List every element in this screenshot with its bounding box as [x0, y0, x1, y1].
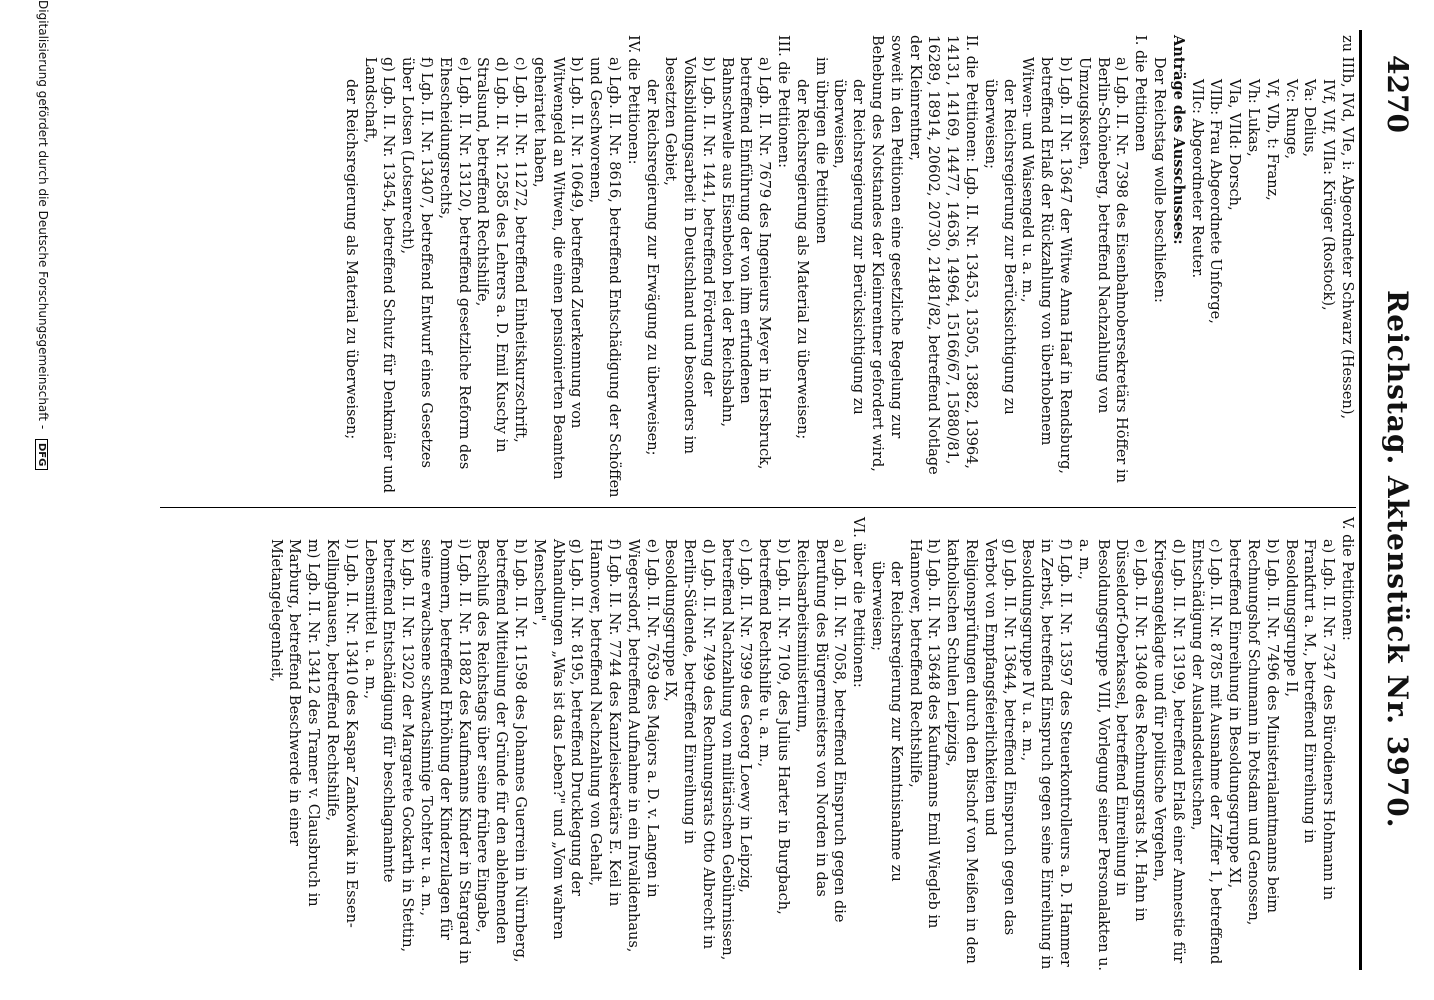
petition-item: a) Lgb. II. Nr. 8616, betreffend Entschädigung der Schöffen und Geschworenen, [587, 57, 622, 503]
petition-item: a) Lgb. II. Nr. 7679 des Ingenieurs Meyer in Hersbruck, betreffend Einführung der von ihm erfundenen Bahnschwelle aus Eisenbeton bei der Reichsbahn, [718, 57, 773, 475]
petition-item: m) Lgb. II. Nr. 13412 des Tramer v. Clausbruch in Marburg, betreffend Beschwerde in einer Mietangelegenheit, [267, 539, 322, 912]
petition-item: f) Lgb. II. Nr. 13597 des Steuerkontrolleurs a. D. Hammer in Zerbst, betreffend Einspruch gegen seine Einreihung in Besoldungsgruppe IV u. a. m., [1019, 539, 1074, 974]
petition-item: a) Lgb. II. Nr. 7347 des Bürodieners Hohmann in Frankfurt a. M., betreffend Einreihung in Besoldungsgruppe II, [1282, 539, 1337, 905]
decision-text: der Reichsregierung zur Berücksichtigung zu überweisen; [981, 79, 1017, 420]
section-heading-roman: V. die Petitionen: [1339, 517, 1355, 641]
petition-item: e) Lgb. II. Nr. 7639 des Majors a. D. v. Langen in Wiegersdorf, betreffend Aufnahme in ein Invalidenhaus, [624, 539, 660, 953]
petition-item: a) Lgb. II. Nr. 7058, betreffend Einspruch gegen die Berufung des Bürgermeisters von Norden in das Reichsarbeitsministerium, [793, 539, 848, 928]
section-heading-roman: IV. die Petitionen: [624, 35, 641, 165]
petition-item: f) Lgb. II. Nr. 13407, betreffend Entwurf eines Gesetzes über Lotsen (Lotsenrecht), [399, 57, 434, 473]
petition-item: c) Lgb. II. Nr. 7399 des Georg Loewy in Leipzig, betreffend Nachzahlung von militärischen Gebührnissen, [718, 539, 754, 961]
petition-item: d) Lgb. II. Nr. 7499 des Rechnungsrats Otto Albrecht in Berlin-Südende, betreffend Einreihung in Besoldungsgruppe IX, [662, 539, 716, 954]
running-title: Reichstag. Aktenstück Nr. 3970. [1381, 290, 1414, 829]
rapporteur-line: VIa, VIId: Dorsch, [1226, 79, 1243, 211]
petition-item: b) Lgb. II Nr. 13647 der Witwe Anna Haaf in Rendsburg, betreffend Erlaß der Rückzahlung von überhobenem Witwen- und Waisengeld u. a. m., [1019, 57, 1074, 479]
rapporteur-line: VIIc: Abgeordneter Reuter. [1188, 79, 1205, 279]
petition-item: b) Lgb. II. Nr. 7109, des Julius Harter in Burgbach, betreffend Rechtshilfe u. a. m., [756, 539, 792, 920]
rapporteur-line: zu IIIb, IVd, VIe, i: Abgeordneter Schwarz (Hessen), [1339, 35, 1355, 420]
petition-item: i) Lgb. II. Nr. 11882 des Kaufmanns Kinder in Stargard in Pommern, betreffend Erhöhung der Kinderzulagen für seine erwachsene schwachsinnige Tochter u. a. m., [417, 539, 472, 969]
petition-item: c) Lgb. II. Nr. 11272, betreffend Einheitskurzschrift, [511, 57, 528, 443]
rapporteur-line: Vf, VIb, t: Franz, [1263, 79, 1280, 201]
petition-item: a) Lgb. II. Nr. 7398 des Eisenbahnobersekretärs Höffer in Berlin-Schöneberg, betreffend Nachzahlung von Umzugskosten, [1075, 57, 1130, 488]
petition-item: b) Lgb. II. Nr. 10649, betreffend Zuerkennung von Witwengeld an Witwen, die einen pensionierten Beamten geheiratet haben, [530, 57, 585, 485]
section-heading-roman: VI. über die Petitionen: [850, 517, 867, 688]
rapporteur-line: Vc: Runge, [1282, 79, 1299, 160]
petition-item: h) Lgb. II. Nr. 11598 des Johannes Guerrein in Nürnberg, betreffend Mitteilung der Gründe für den ablehnenden Beschluß des Reichstags über seine frühere Eingabe, [474, 539, 528, 968]
petition-item: b) Lgb. II. Nr. 1441, betreffend Förderung der Volksbildungsarbeit in Deutschland und besonders im besetzten Gebiet, [662, 57, 716, 459]
petition-item: e) Lgb. II. Nr. 13120, betreffend gesetzliche Reform des Ehescheidungsrechts, [436, 57, 472, 474]
petition-item: e) Lgb. II. Nr. 13408 des Rechnungsrats M. Hahn in Düsseldorf-Oberkassel, betreffend Einreihung in Besoldungsgruppe VIII, Vorlegung seiner Personalakten u. a. m., [1075, 539, 1149, 976]
petition-item: c) Lgb. II. Nr. 8785 mit Ausnahme der Ziffer 1, betreffend Entschädigung der Auslandsdeutschen, [1188, 539, 1224, 969]
decision-text: der Reichsregierung als Material zu überweisen; [342, 79, 359, 440]
petition-item: f) Lgb. II. Nr. 7744 des Kanzleisekretärs E. Keil in Hannover, betreffend Nachzahlung von Gehalt, [587, 539, 622, 911]
section-heading: Anträge des Ausschusses: [1169, 35, 1187, 245]
left-column [341, 35, 1356, 503]
petition-item: g) Lgb. II. Nr. 8195, betreffend Drucklegung der Abhandlungen „Was ist das Leben?" und „Vom wahren Menschen", [530, 539, 585, 945]
section-heading-roman: II. die Petitionen: Lgb. II. Nr. 13453, 13505, 13882, 13964, 14131, 14169, 14477, 14636, 14964, 15166/67, 15880/81, 16289, 18914, 20602, 20730, 21481/82, betreffend Notlage der Kleinrentner, [906, 35, 980, 480]
rotated-page-wrapper [36, 0, 1434, 1000]
section-heading-roman: III. die Petitionen: [775, 35, 792, 168]
section-heading-roman: I. die Petitionen [1132, 35, 1149, 152]
column-divider [160, 507, 1356, 508]
right-column [266, 517, 1356, 976]
petition-item: l) Lgb. II. Nr. 13410 des Kaspar Zankowiak in Essen-Kellinghausen, betreffend Rechtshilfe, [323, 539, 359, 928]
petition-item: soweit in den Petitionen eine gesetzliche Regelung zur Behebung des Notstandes der Kleinrentner gefordert wird, [869, 35, 904, 472]
page-header [1359, 30, 1414, 970]
petition-item: h) Lgb. II. Nr. 13648 des Kaufmanns Emil Wiegleb in Hannover, betreffend Rechtshilfe, [906, 539, 942, 933]
petition-item: g) Lgb. II. Nr. 13454, betreffend Schutz für Denkmäler und Landschaft, [361, 57, 397, 498]
petition-item: k) Lgb. II. Nr. 13202 der Margarete Gockarth in Stettin, betreffend Entschädigung für beschlagnahmte Lebensmittel u. a. m., [361, 539, 416, 957]
digitization-credit [35, 0, 50, 1000]
decision-text: im übrigen die Petitionen [812, 57, 829, 244]
decision-text: der Reichsregierung zur Berücksichtigung zu überweisen, [831, 79, 867, 420]
petition-item: d) Lgb. II. Nr. 12585 des Lehrers a. D. Emil Kuschy in Stralsund, betreffend Rechtshilfe, [474, 57, 510, 458]
decision-text: der Reichsregierung zur Kenntnisnahme zu überweisen; [869, 561, 904, 887]
rapporteur-line: Vh: Lukas, [1245, 79, 1262, 157]
rapporteur-line: VIIb: Frau Abgeordnete Unforge, [1207, 79, 1224, 324]
decision-text: der Reichsregierung zur Erwägung zu überweisen; [643, 79, 660, 456]
page-number: 4270 [1381, 55, 1414, 133]
rapporteur-line: Va: Delius, [1301, 79, 1318, 158]
petition-item: d) Lgb. II. Nr. 13199, betreffend Erlaß einer Amnestie für Kriegsangeklagte und für politische Vergehen, [1151, 539, 1186, 968]
rapporteur-line: IVf, VIf, VIIa: Krüger (Rostock), [1320, 79, 1337, 311]
credit-text: Digitalisierung gefördert durch die Deutsche Forschungsgemeinschaft - [36, 0, 50, 430]
dfg-logo: DFG [35, 439, 48, 470]
petition-item: b) Lgb. II. Nr. 7496 des Ministerialamtmanns beim Rechnungshof Schumann in Potsdam und Genossen, betreffend Einreihung in Besoldungsgruppe XI, [1226, 539, 1280, 931]
petition-item: g) Lgb. II. Nr. 13644, betreffend Einspruch gegen das Verbot von Empfangsfeierlichkeiten und Religionsprüfungen durch den Bischof von Meißen in den katholischen Schulen Leipzigs, [944, 539, 1017, 969]
resolution-intro: Der Reichstag wolle beschließen: [1151, 57, 1168, 303]
decision-text: der Reichsregierung als Material zu überweisen; [793, 79, 810, 440]
